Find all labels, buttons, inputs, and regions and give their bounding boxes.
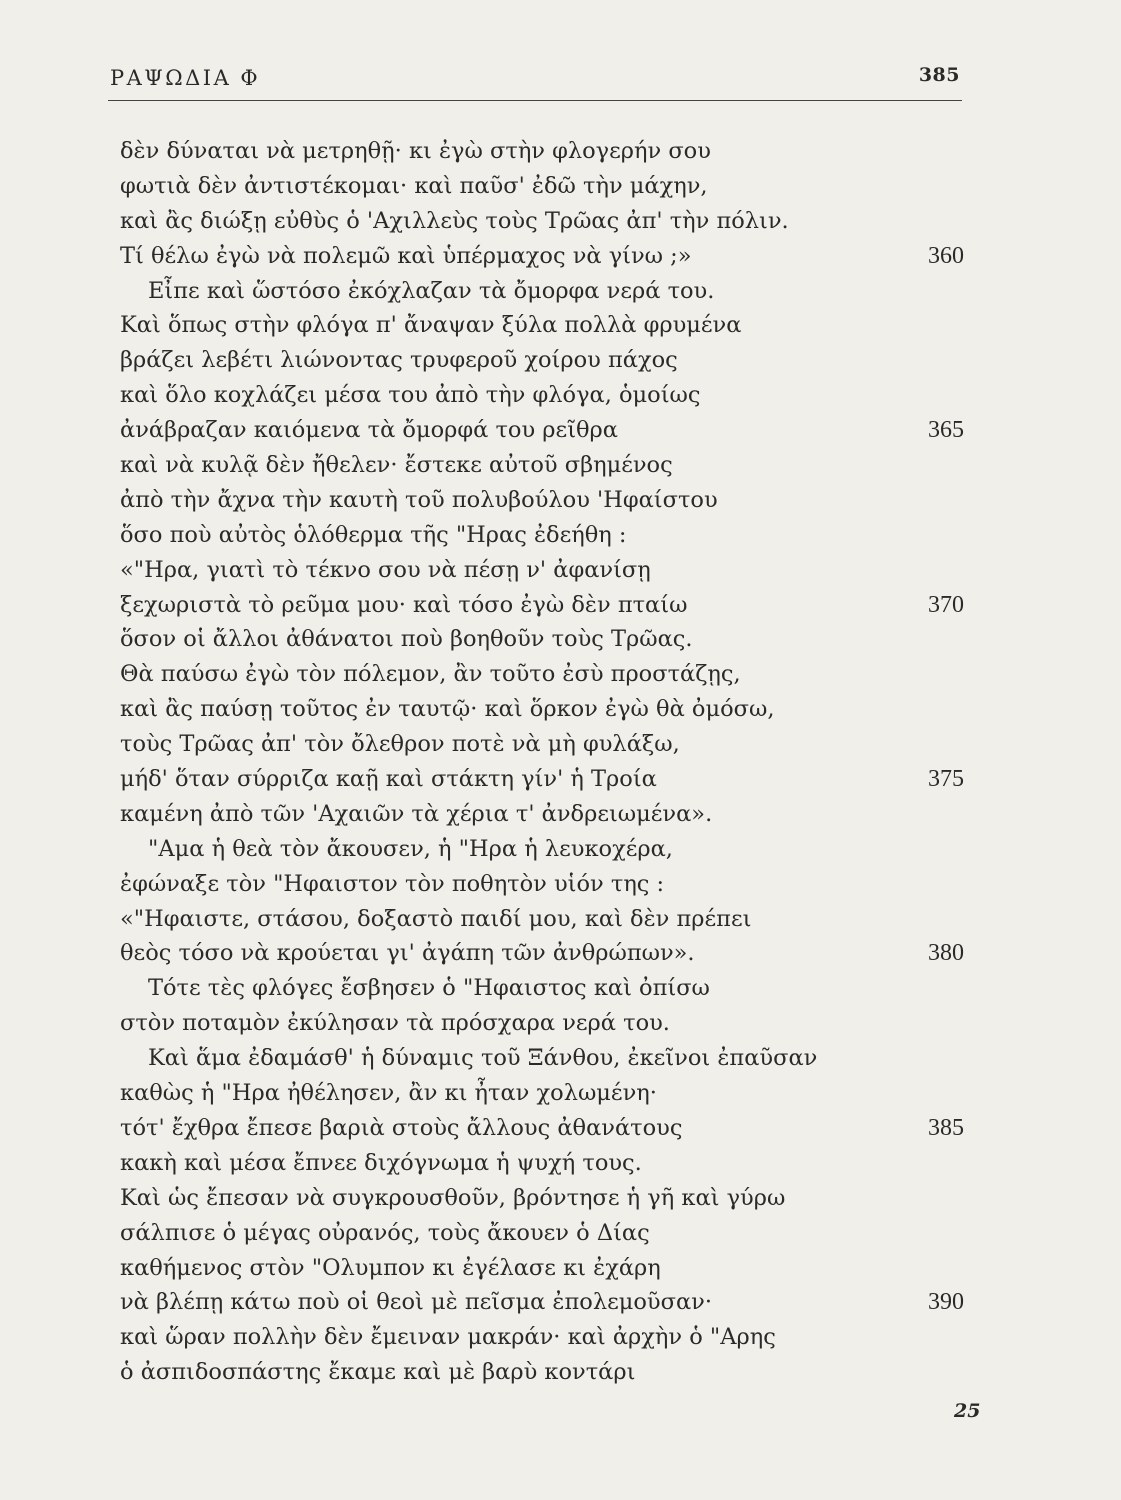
verse-text: ἀπὸ τὴν ἄχνα τὴν καυτὴ τοῦ πολυβούλου 'Ηφαίστου [120, 486, 718, 513]
verse-text: τότ' ἔχθρα ἔπεσε βαριὰ στοὺς ἄλλους ἀθανάτους [120, 1114, 683, 1141]
verse-block [120, 134, 1000, 1390]
verse-text: κακὴ καὶ μέσα ἔπνεε διχόγνωμα ἡ ψυχή τους. [120, 1149, 642, 1176]
verse-text: φωτιὰ δὲν ἀντιστέκομαι· καὶ παῦσ' ἐδῶ τὴν μάχην, [120, 172, 708, 199]
verse-text: Καὶ ὅπως στὴν φλόγα π' ἄναψαν ξύλα πολλὰ φρυμένα [120, 312, 742, 339]
verse-text: Εἶπε καὶ ὥστόσο ἐκόχλαζαν τὰ ὄμορφα νερά του. [148, 277, 715, 304]
verse-text: τοὺς Τρῶας ἀπ' τὸν ὄλεθρον ποτὲ νὰ μὴ φυλάξω, [120, 731, 680, 758]
verse-line [120, 378, 1000, 413]
verse-text: στὸν ποταμὸν ἐκύλησαν τὰ πρόσχαρα νερά του. [120, 1010, 670, 1037]
verse-line [120, 762, 1000, 797]
verse-line [120, 1251, 1000, 1286]
verse-line [120, 413, 1000, 448]
verse-text: καὶ ἂς διώξῃ εὐθὺς ὁ 'Αχιλλεὺς τοὺς Τρῶας ἀπ' τὴν πόλιν. [120, 207, 789, 234]
verse-line [120, 1111, 1000, 1146]
verse-line [120, 239, 1000, 274]
line-number: 365 [928, 417, 964, 444]
verse-line [120, 657, 1000, 692]
verse-line [120, 483, 1000, 518]
verse-line [120, 169, 1000, 204]
verse-line [120, 1216, 1000, 1251]
verse-line [120, 622, 1000, 657]
verse-line [120, 832, 1000, 867]
verse-line [120, 1146, 1000, 1181]
verse-line [120, 692, 1000, 727]
verse-line [120, 971, 1000, 1006]
verse-line [120, 902, 1000, 937]
verse-line [120, 1006, 1000, 1041]
verse-text: Τί θέλω ἐγὼ νὰ πολεμῶ καὶ ὑπέρμαχος νὰ γίνω ;» [120, 242, 692, 269]
verse-text: Καὶ ἅμα ἐδαμάσθ' ἡ δύναμις τοῦ Ξάνθου, ἐκεῖνοι ἐπαῦσαν [148, 1045, 818, 1072]
verse-line [120, 274, 1000, 309]
line-number: 390 [928, 1289, 964, 1316]
verse-text: καὶ ὅλο κοχλάζει μέσα του ἀπὸ τὴν φλόγα, ὁμοίως [120, 382, 701, 409]
verse-text: νὰ βλέπῃ κάτω ποὺ οἱ θεοὶ μὲ πεῖσμα ἐπολεμοῦσαν· [120, 1289, 712, 1316]
verse-text: σάλπισε ὁ μέγας οὐρανός, τοὺς ἄκουεν ὁ Δίας [120, 1219, 650, 1246]
verse-text: καὶ νὰ κυλᾷ δὲν ἤθελεν· ἔστεκε αὐτοῦ σβημένος [120, 452, 673, 479]
verse-line [120, 204, 1000, 239]
verse-line [120, 936, 1000, 971]
verse-text: θεὸς τόσο νὰ κρούεται γι' ἀγάπη τῶν ἀνθρώπων». [120, 940, 695, 967]
line-number: 385 [928, 1114, 964, 1141]
verse-line [120, 1041, 1000, 1076]
verse-line [120, 797, 1000, 832]
verse-text: ξεχωριστὰ τὸ ρεῦμα μου· καὶ τόσο ἐγὼ δὲν πταίω [120, 591, 688, 618]
verse-text: ἐφώναξε τὸν "Ηφαιστον τὸν ποθητὸν υἱόν της : [120, 870, 665, 897]
verse-line [120, 134, 1000, 169]
verse-text: ὅσον οἱ ἄλλοι ἀθάνατοι ποὺ βοηθοῦν τοὺς Τρῶας. [120, 626, 693, 653]
verse-line [120, 727, 1000, 762]
verse-line [120, 588, 1000, 623]
verse-text: βράζει λεβέτι λιώνοντας τρυφεροῦ χοίρου πάχος [120, 347, 678, 374]
verse-text: ὅσο ποὺ αὐτὸς ὁλόθερμα τῆς "Ηρας ἐδεήθη : [120, 521, 627, 548]
line-number: 370 [928, 591, 964, 618]
page-number: 385 [918, 64, 960, 86]
line-number: 380 [928, 940, 964, 967]
verse-text: μήδ' ὅταν σύρριζα καῇ καὶ στάκτη γίν' ἡ Τροία [120, 766, 657, 793]
verse-line [120, 308, 1000, 343]
verse-line [120, 518, 1000, 553]
verse-line [120, 1181, 1000, 1216]
line-number: 375 [928, 766, 964, 793]
verse-line [120, 1285, 1000, 1320]
running-head-title: ΡΑΨΩΔΙΑ Φ [110, 66, 261, 90]
verse-text: «"Ηφαιστε, στάσου, δοξαστὸ παιδί μου, καὶ δὲν πρέπει [120, 905, 752, 932]
verse-text: καθὼς ἡ "Ηρα ἠθέλησεν, ἂν κι ἦταν χολωμένη· [120, 1080, 657, 1107]
verse-text: ἀνάβραζαν καιόμενα τὰ ὄμορφά του ρεῖθρα [120, 417, 618, 444]
verse-text: Τότε τὲς φλόγες ἔσβησεν ὁ "Ηφαιστος καὶ ὀπίσω [148, 975, 710, 1002]
verse-line [120, 867, 1000, 902]
verse-line [120, 448, 1000, 483]
running-header [108, 60, 962, 101]
verse-text: καὶ ἂς παύσῃ τοῦτος ἐν ταυτῷ· καὶ ὅρκον ἐγὼ θὰ ὀμόσω, [120, 696, 775, 723]
verse-line [120, 553, 1000, 588]
verse-text: καὶ ὥραν πολλὴν δὲν ἔμειναν μακράν· καὶ ἀρχὴν ὁ "Αρης [120, 1324, 776, 1351]
verse-line [120, 343, 1000, 378]
verse-line [120, 1355, 1000, 1390]
signature-mark: 25 [954, 1400, 981, 1422]
verse-text: Καὶ ὡς ἔπεσαν νὰ συγκρουσθοῦν, βρόντησε ἡ γῆ καὶ γύρω [120, 1184, 786, 1211]
verse-text: καθήμενος στὸν "Ολυμπον κι ἐγέλασε κι ἐχάρη [120, 1254, 661, 1281]
verse-line [120, 1076, 1000, 1111]
verse-line [120, 1320, 1000, 1355]
verse-text: Θὰ παύσω ἐγὼ τὸν πόλεμον, ἂν τοῦτο ἐσὺ προστάζῃς, [120, 661, 741, 688]
verse-text: δὲν δύναται νὰ μετρηθῇ· κι ἐγὼ στὴν φλογερήν σου [120, 138, 711, 164]
verse-text: "Αμα ἡ θεὰ τὸν ἄκουσεν, ἡ "Ηρα ἡ λευκοχέρα, [148, 835, 673, 862]
line-number: 360 [928, 242, 964, 269]
verse-text: ὁ ἀσπιδοσπάστης ἔκαμε καὶ μὲ βαρὺ κοντάρι [120, 1359, 636, 1386]
verse-text: «"Ηρα, γιατὶ τὸ τέκνο σου νὰ πέσῃ ν' ἀφανίσῃ [120, 556, 651, 583]
verse-text: καμένη ἀπὸ τῶν 'Αχαιῶν τὰ χέρια τ' ἀνδρειωμένα». [120, 800, 713, 827]
